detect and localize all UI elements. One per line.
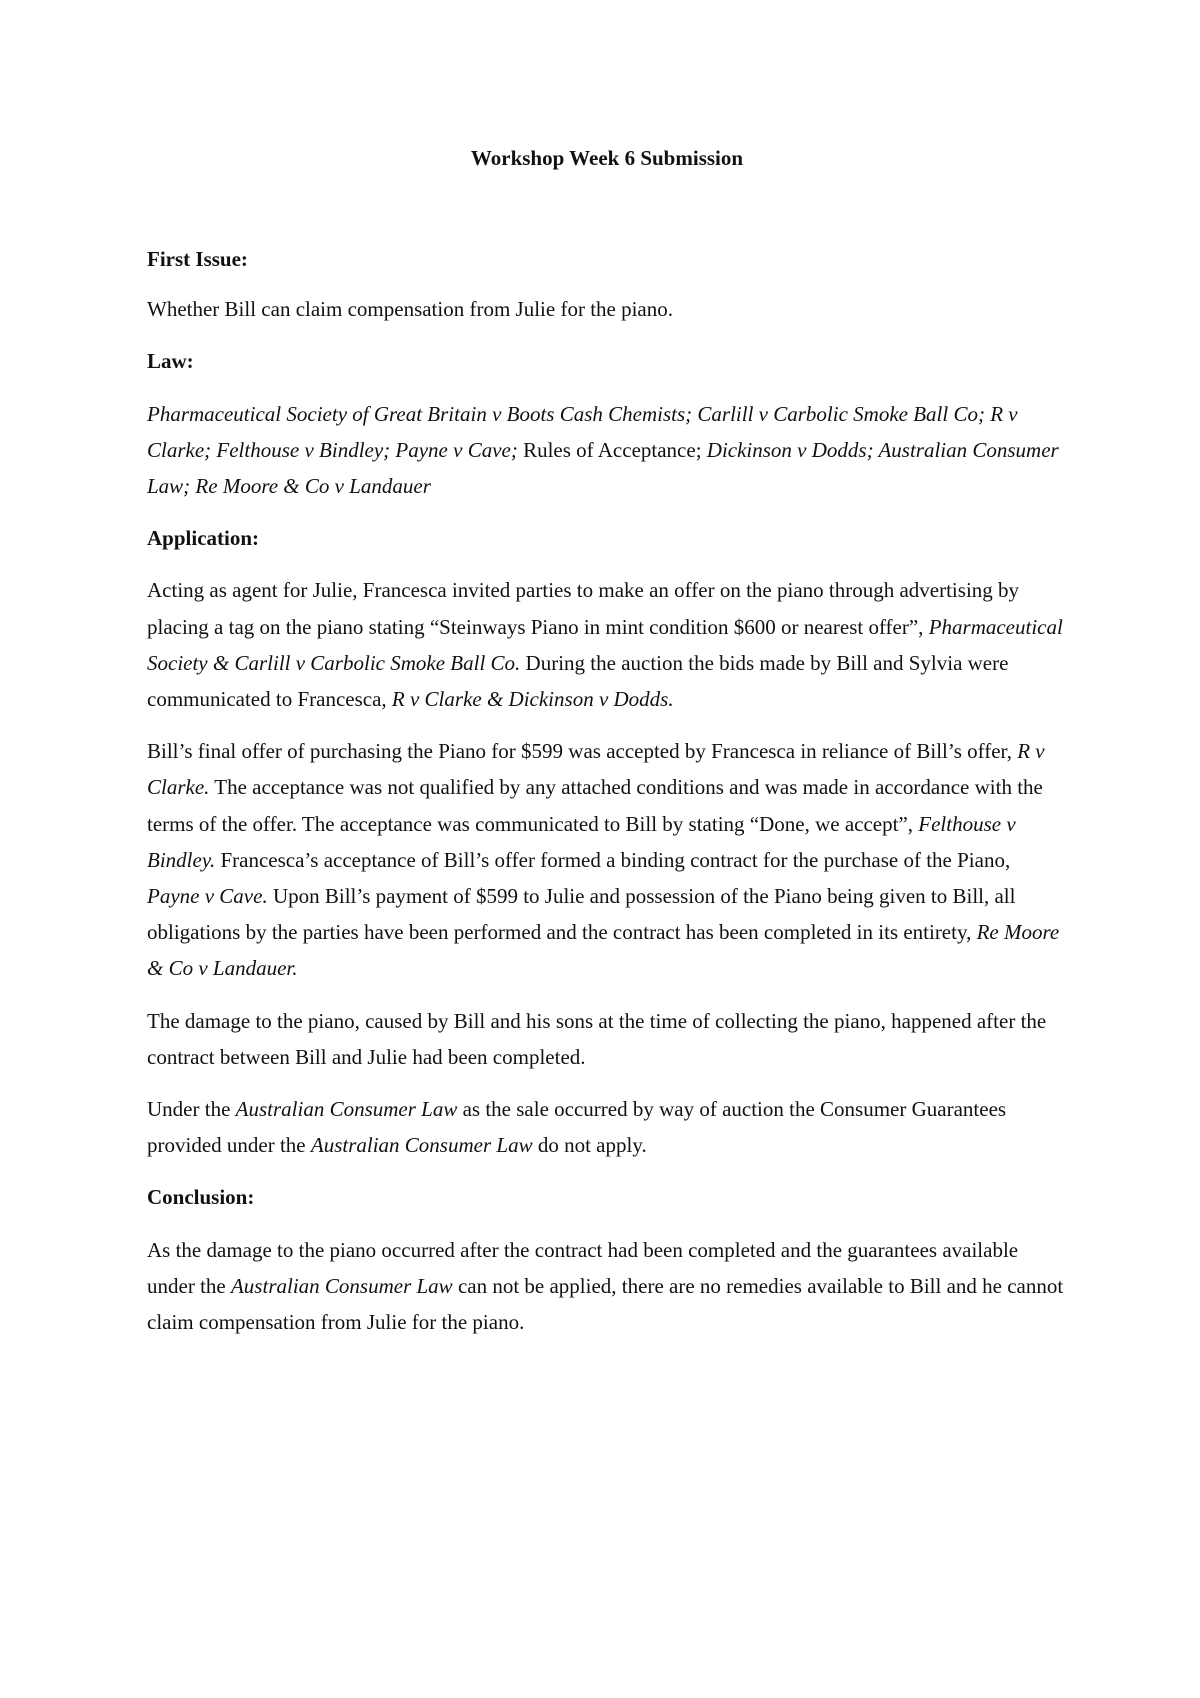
law-cases-2: Dickinson v Dodds; Australian Consumer Law; Re Moore & Co v Landauer xyxy=(147,437,1059,499)
app-p1-text-2: During the auction the bids made by Bill and Sylvia were communicated to Francesca, xyxy=(147,650,1009,712)
application-paragraph-3: The damage to the piano, caused by Bill and his sons at the time of collecting the piano, happened after the contract between Bill and Julie had been completed. xyxy=(147,1008,1047,1069)
conclusion-paragraph xyxy=(147,1232,1067,1341)
app-p2-text-2: The acceptance was not qualified by any attached conditions and was made in accordance with the terms of the offer. The acceptance was communicated to Bill by stating “Done, we accept”, xyxy=(147,775,1043,836)
app-p2-case-3: Payne v Cave. xyxy=(147,884,268,909)
app-p2-text-4: Upon Bill’s payment of $599 to Julie and possession of the Piano being given to Bill, all obligations by the parties have been performed and the contract has been completed in its entirety, xyxy=(147,884,1016,945)
application-paragraph-4 xyxy=(147,1091,1067,1163)
application-heading: Application: xyxy=(147,526,260,551)
app-p1-case-1: Pharmaceutical Society & Carlill v Carbolic Smoke Ball Co. xyxy=(147,614,1063,675)
app-p4-law-1: Australian Consumer Law xyxy=(235,1097,458,1122)
law-rules: Rules of Acceptance; xyxy=(517,437,707,462)
app-p4-text-1: Under the xyxy=(147,1097,236,1122)
first-issue-heading: First Issue: xyxy=(147,247,248,271)
conclusion-text-1: As the damage to the piano occurred after the contract had been completed and the guarantees available under the xyxy=(147,1237,1019,1298)
law-cases-1: Pharmaceutical Society of Great Britain v Boots Cash Chemists; Carlill v Carbolic Smoke Ball Co; R v Clarke; Felthouse v Bindley; Payne v Cave; xyxy=(147,401,1018,462)
document-body xyxy=(147,241,1067,1356)
app-p4-text-2: as the sale occurred by way of auction the Consumer Guarantees provided under the xyxy=(147,1097,1007,1158)
first-issue-text: Whether Bill can claim compensation from Julie for the piano. xyxy=(147,297,674,322)
conclusion-law: Australian Consumer Law xyxy=(230,1273,453,1298)
app-p2-text-1: Bill’s final offer of purchasing the Piano for $599 was accepted by Francesca in reliance of Bill’s offer, xyxy=(147,739,1018,764)
app-p4-law-2: Australian Consumer Law xyxy=(310,1133,533,1158)
conclusion-text-2: can not be applied, there are no remedies available to Bill and he cannot claim compensation from Julie for the piano. xyxy=(147,1273,1064,1335)
app-p2-case-1: R v Clarke. xyxy=(147,739,1045,800)
app-p1-case-2: R v Clarke & Dickinson v Dodds. xyxy=(391,687,674,712)
document-title: Workshop Week 6 Submission xyxy=(470,146,744,170)
app-p2-case-4: Re Moore & Co v Landauer. xyxy=(147,920,1060,981)
app-p2-text-3: Francesca’s acceptance of Bill’s offer formed a binding contract for the purchase of the Piano, xyxy=(215,847,1011,872)
application-paragraph-2 xyxy=(147,733,1067,986)
app-p2-case-2: Felthouse v Bindley. xyxy=(147,811,1016,872)
app-p4-text-3: do not apply. xyxy=(532,1133,647,1158)
law-heading: Law: xyxy=(147,349,194,374)
app-p1-text-1: Acting as agent for Julie, Francesca invited parties to make an offer on the piano through advertising by placing a tag on the piano stating “Steinways Piano in mint condition $600 or nearest offer”, xyxy=(147,578,1020,639)
application-paragraph-1 xyxy=(147,572,1067,717)
conclusion-heading: Conclusion: xyxy=(147,1185,255,1210)
law-text xyxy=(147,396,1067,505)
